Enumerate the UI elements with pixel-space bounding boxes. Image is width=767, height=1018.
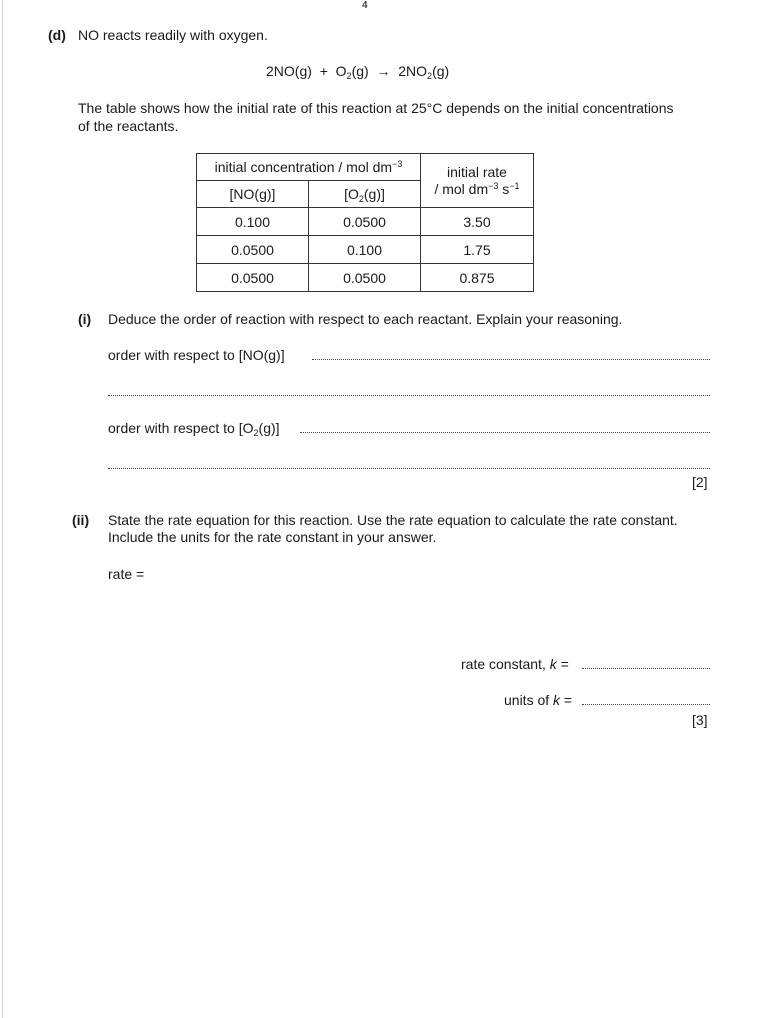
q2-text-line-2: Include the units for the rate constant in your answer. [108,529,437,545]
answer-line-o2[interactable] [300,432,710,433]
rate-prompt: rate = [108,566,145,582]
reaction-equation [266,63,449,79]
answer-line-units[interactable] [582,704,710,705]
answer-line-k[interactable] [582,668,710,669]
cell-no: 0.0500 [197,236,309,264]
col-header-o2: $[O_2(g)]$ [309,181,421,208]
eq-plus: + [319,63,328,79]
table-row [197,208,534,236]
intro-paragraph [78,99,718,135]
cell-o2: 0.100 [309,236,421,264]
table-row [197,264,534,292]
rate-data-table [196,153,534,292]
q2-marks: [3] [692,712,708,728]
answer-line-no-reason[interactable] [108,395,710,396]
eq-reactant-o2: $O_2(g)$ [335,63,369,81]
part-label: (d) [48,27,66,43]
part-statement: NO reacts readily with oxygen. [78,27,268,43]
cell-rate: 0.875 [421,264,534,292]
conc-header: initial concentration / mol $dm^{-3}$ [197,154,421,181]
q2-text [108,512,678,546]
rate-header: initial rate / mol $dm^{-3}$ $s^{-1}$ [421,154,534,208]
page-number-fragment: 4 [362,0,368,11]
table-row [197,236,534,264]
q2-text-line-1: State the rate equation for this reaction. Use the rate equation to calculate the rate constant. [108,512,678,528]
intro-line-1: The table shows how the initial rate of this reaction at 25°C depends on the initial concentrations [78,100,674,116]
q1-label: (i) [78,311,92,327]
answer-line-no[interactable] [312,359,710,360]
eq-product-no2: $2NO_2(g)$ [398,63,450,81]
rate-constant-prompt: rate constant, k = [461,656,569,672]
page-edge [2,0,3,1018]
eq-arrow: → [376,63,391,79]
cell-rate: 1.75 [421,236,534,264]
intro-line-2: of the reactants. [78,118,179,134]
q1-no-prompt: order with respect to [NO(g)] [108,347,285,363]
units-k-prompt: units of k = [504,692,573,708]
eq-reactant-no: 2NO(g) [266,63,312,79]
cell-o2: 0.0500 [309,208,421,236]
answer-line-o2-reason[interactable] [108,468,710,469]
cell-no: 0.100 [197,208,309,236]
q2-label: (ii) [72,512,90,528]
q1-marks: [2] [692,474,708,490]
col-header-no: [NO(g)] [197,181,309,208]
cell-no: 0.0500 [197,264,309,292]
q1-o2-prompt: order with respect to $[O_2(g)]$ [108,420,280,438]
cell-o2: 0.0500 [309,264,421,292]
q1-text: Deduce the order of reaction with respect to each reactant. Explain your reasoning. [108,311,623,327]
cell-rate: 3.50 [421,208,534,236]
